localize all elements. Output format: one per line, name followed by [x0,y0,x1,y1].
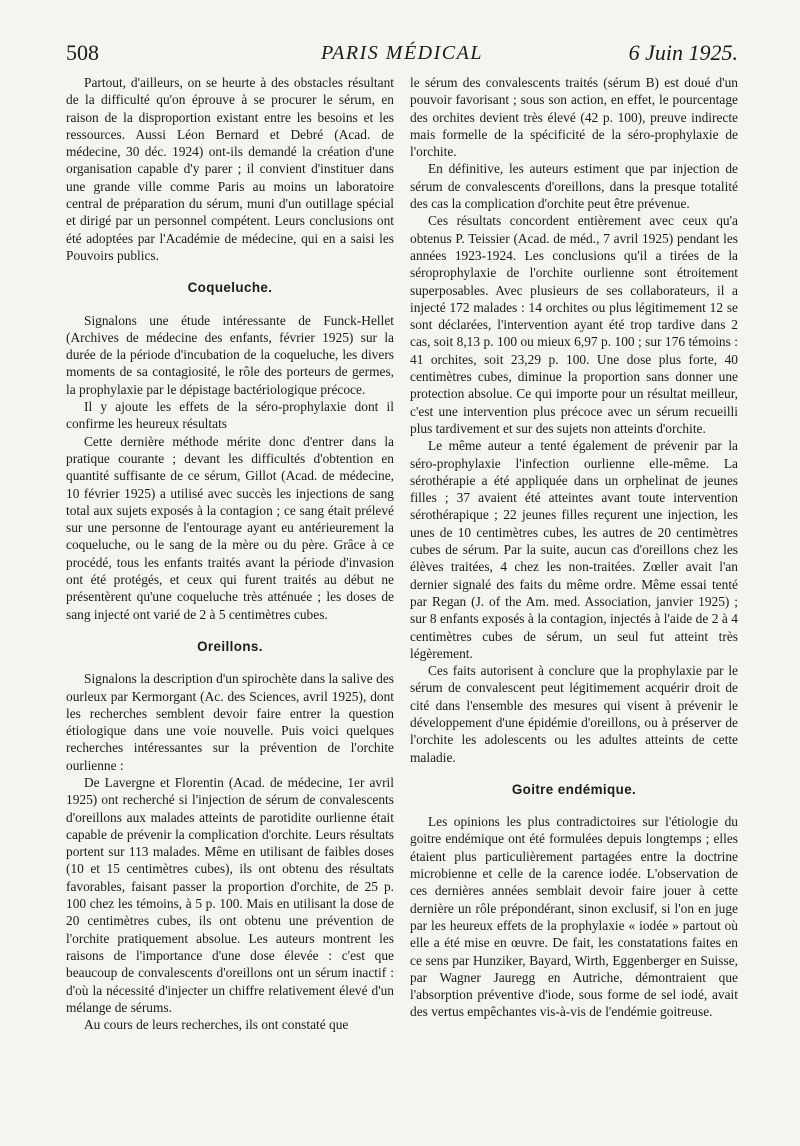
paragraph: Signalons une étude intéressante de Funck-Hellet (Archives de médecine des enfants, février 1925) sur la durée de la période d'incubation de la coqueluche, les divers moments de sa contagiosité, le rôle des porteurs de germes, la prophylaxie par le dépistage bactériologique précoce. [66,312,394,397]
issue-date: 6 Juin 1925. [628,40,738,65]
page-number: 508 [66,40,99,65]
paragraph: Le même auteur a tenté également de prévenir par la séro-prophylaxie l'infection ourlienne elle-même. La sérothérapie a été appliquée dans un orphelinat de jeunes filles ; 37 avaient été atteintes avant toute intervention sérothérapique ; 22 jeunes filles reçurent une injection, les unes de 10 centimètres cubes, les autres de 20 centimètres cubes de sérum. Par la suite, aucun cas d'oreillons chez les élèves traitées, 4 chez les non-traitées. Zœller avait l'an dernier signalé des faits du même ordre. Même essai tenté par Regan (J. of the Am. med. Association, janvier 1925) ; sur 8 enfants exposés à la contagion, injectés à l'aide de 2 à 4 centimètres cubes de sérum, un seul fut atteint très légèrement. [410,438,738,661]
paragraph: Cette dernière méthode mérite donc d'entrer dans la pratique courante ; devant les difficultés d'obtention en quantité suffisante de ce sérum, Gillot (Acad. de médecine, 10 février 1925) a utilisé avec succès les injections de sang total aux sujets exposés à la contagion ; ce sang était prélevé sur une personne de l'entourage ayant eu antérieurement la coqueluche, ou le sang de la mère ou du père. Grâce à ce procédé, tous les enfants traités avant la période d'invasion ont été protégés, et ceux qui furent traités au début ne présentèrent qu'une coqueluche très atténuée ; les doses de sang injecté ont varié de 2 à 5 centimètres cubes. [66,433,394,622]
paragraph: le sérum des convalescents traités (sérum B) est doué d'un pouvoir favorisant ; sous son action, en effet, le pourcentage des orchites devient très élevé (42 p. 100), preuve indirecte mais formelle de la spécificité de la séro-prophylaxie de l'orchite. [410,75,738,160]
section-heading-goitre: Goitre endémique. [511,781,637,797]
paragraph: Il y ajoute les effets de la séro-prophylaxie dont il confirme les heureux résultats [66,399,394,432]
section-heading-coqueluche: Coqueluche. [187,280,273,296]
paragraph: En définitive, les auteurs estiment que par injection de sérum de convalescents d'oreillons, dans la presque totalité des cas la complication d'orchite peut être prévenue. [410,161,738,212]
left-column [66,74,394,1033]
paragraph: Ces résultats concordent entièrement avec ceux qu'a obtenus P. Teissier (Acad. de méd., 7 avril 1925) pendant les années 1923-1924. Les conclusions qu'il a tirées de la séroprophylaxie de l'orchite ourlienne sont étroitement superposables. Avec plusieurs de ses collaborateurs, il a injecté 172 malades : 14 orchites ou plus légitimement 12 se sont déclarées, l'intervention ayant été trop tardive dans 2 cas, soit 8,13 p. 100 ou mieux 6,97 p. 100 ; sur 176 témoins : 41 orchites, soit 23,29 p. 100. Une dose plus forte, 40 centimètres cubes, diminue la proportion sans donner une protection absolue. Ce qui importe pour un résultat meilleur, c'est une intervention plus précoce avec un sérum recueilli plus tardivement et sur des sujets non atteints d'orchite. [410,213,738,436]
journal-title: PARIS MÉDICAL [321,42,483,64]
paragraph: Partout, d'ailleurs, on se heurte à des obstacles résultant de la difficulté qu'on éprouve à se procurer le sérum, en raison de la disproportion existant entre les besoins et les ressources. Aussi Léon Bernard et Debré (Acad. de médecine, 30 déc. 1924) ont-ils demandé la création d'une organisation capable d'y parer ; il convient d'instituer dans une grande ville comme Paris au moins un laboratoire central de préparation du sérum, muni d'un outillage spécial et dirigé par un personnel compétent. Leurs conclusions ont été adoptées par l'Académie de médecine, qui en a saisi les Pouvoirs publics. [66,75,394,263]
section-heading-oreillons: Oreillons. [197,638,263,654]
page-header [66,40,738,70]
paragraph: De Lavergne et Florentin (Acad. de médecine, 1er avril 1925) ont recherché si l'injection de sérum de convalescents d'oreillons aux malades atteints de parotidite ourlienne était capable de prévenir la complication d'orchite. Leurs résultats portent sur 113 malades. Même en utilisant de faibles doses (10 et 15 centimètres cubes), ils ont obtenu des résultats favorables, faisant passer la proportion d'orchite, de 25 p. 100 chez les témoins, à 5 p. 100. Mais en utilisant la dose de 20 centimètres cubes, ils ont obtenu une prévention de l'orchite pratiquement absolue. Les auteurs montrent les raisons de l'importance d'une dose élevée : c'est que beaucoup de convalescents d'oreillons ont un sérum inactif : d'où la nécessité d'injecter un chiffre relativement élevé d'un mélange de sérums. [66,774,394,1015]
paragraph: Au cours de leurs recherches, ils ont constaté que [84,1017,349,1033]
paragraph: Signalons la description d'un spirochète dans la salive des ourleux par Kermorgant (Ac. des Sciences, avril 1925), dont les recherches semblent devoir faire entrer la question étiologique dans une voie nouvelle. Puis voici quelques recherches intéressantes sur la prévention de l'orchite ourlienne : [66,671,394,773]
paragraph: Les opinions les plus contradictoires sur l'étiologie du goitre endémique ont été formulées depuis longtemps ; elles étaient plus particulièrement partagées entre la doctrine microbienne et celle de la carence iodée. L'observation de ces dernières années semblait devoir faire jouer à cette dernière un rôle prépondérant, sinon exclusif, si l'on en juge par les heureux effets de la prophylaxie « iodée » partout où elle a été mise en œuvre. De fait, les constatations faites en ce sens par Hunziker, Bayard, Wirth, Eggenberger en Suisse, par Wagner Jauregg en Autriche, démontraient que l'absorption préventive d'iode, sous forme de sel iodé, avait des vertus empêchantes vis-à-vis de l'endémie goitreuse. [410,814,738,1020]
right-column [410,74,738,1021]
paragraph: Ces faits autorisent à conclure que la prophylaxie par le sérum de convalescent peut légitimement acquérir droit de cité dans l'ensemble des mesures qui visent à prévenir le développement d'une épidémie d'oreillons, ou à préserver de l'orchite les adolescents ou les adultes atteints de cette maladie. [410,663,738,765]
